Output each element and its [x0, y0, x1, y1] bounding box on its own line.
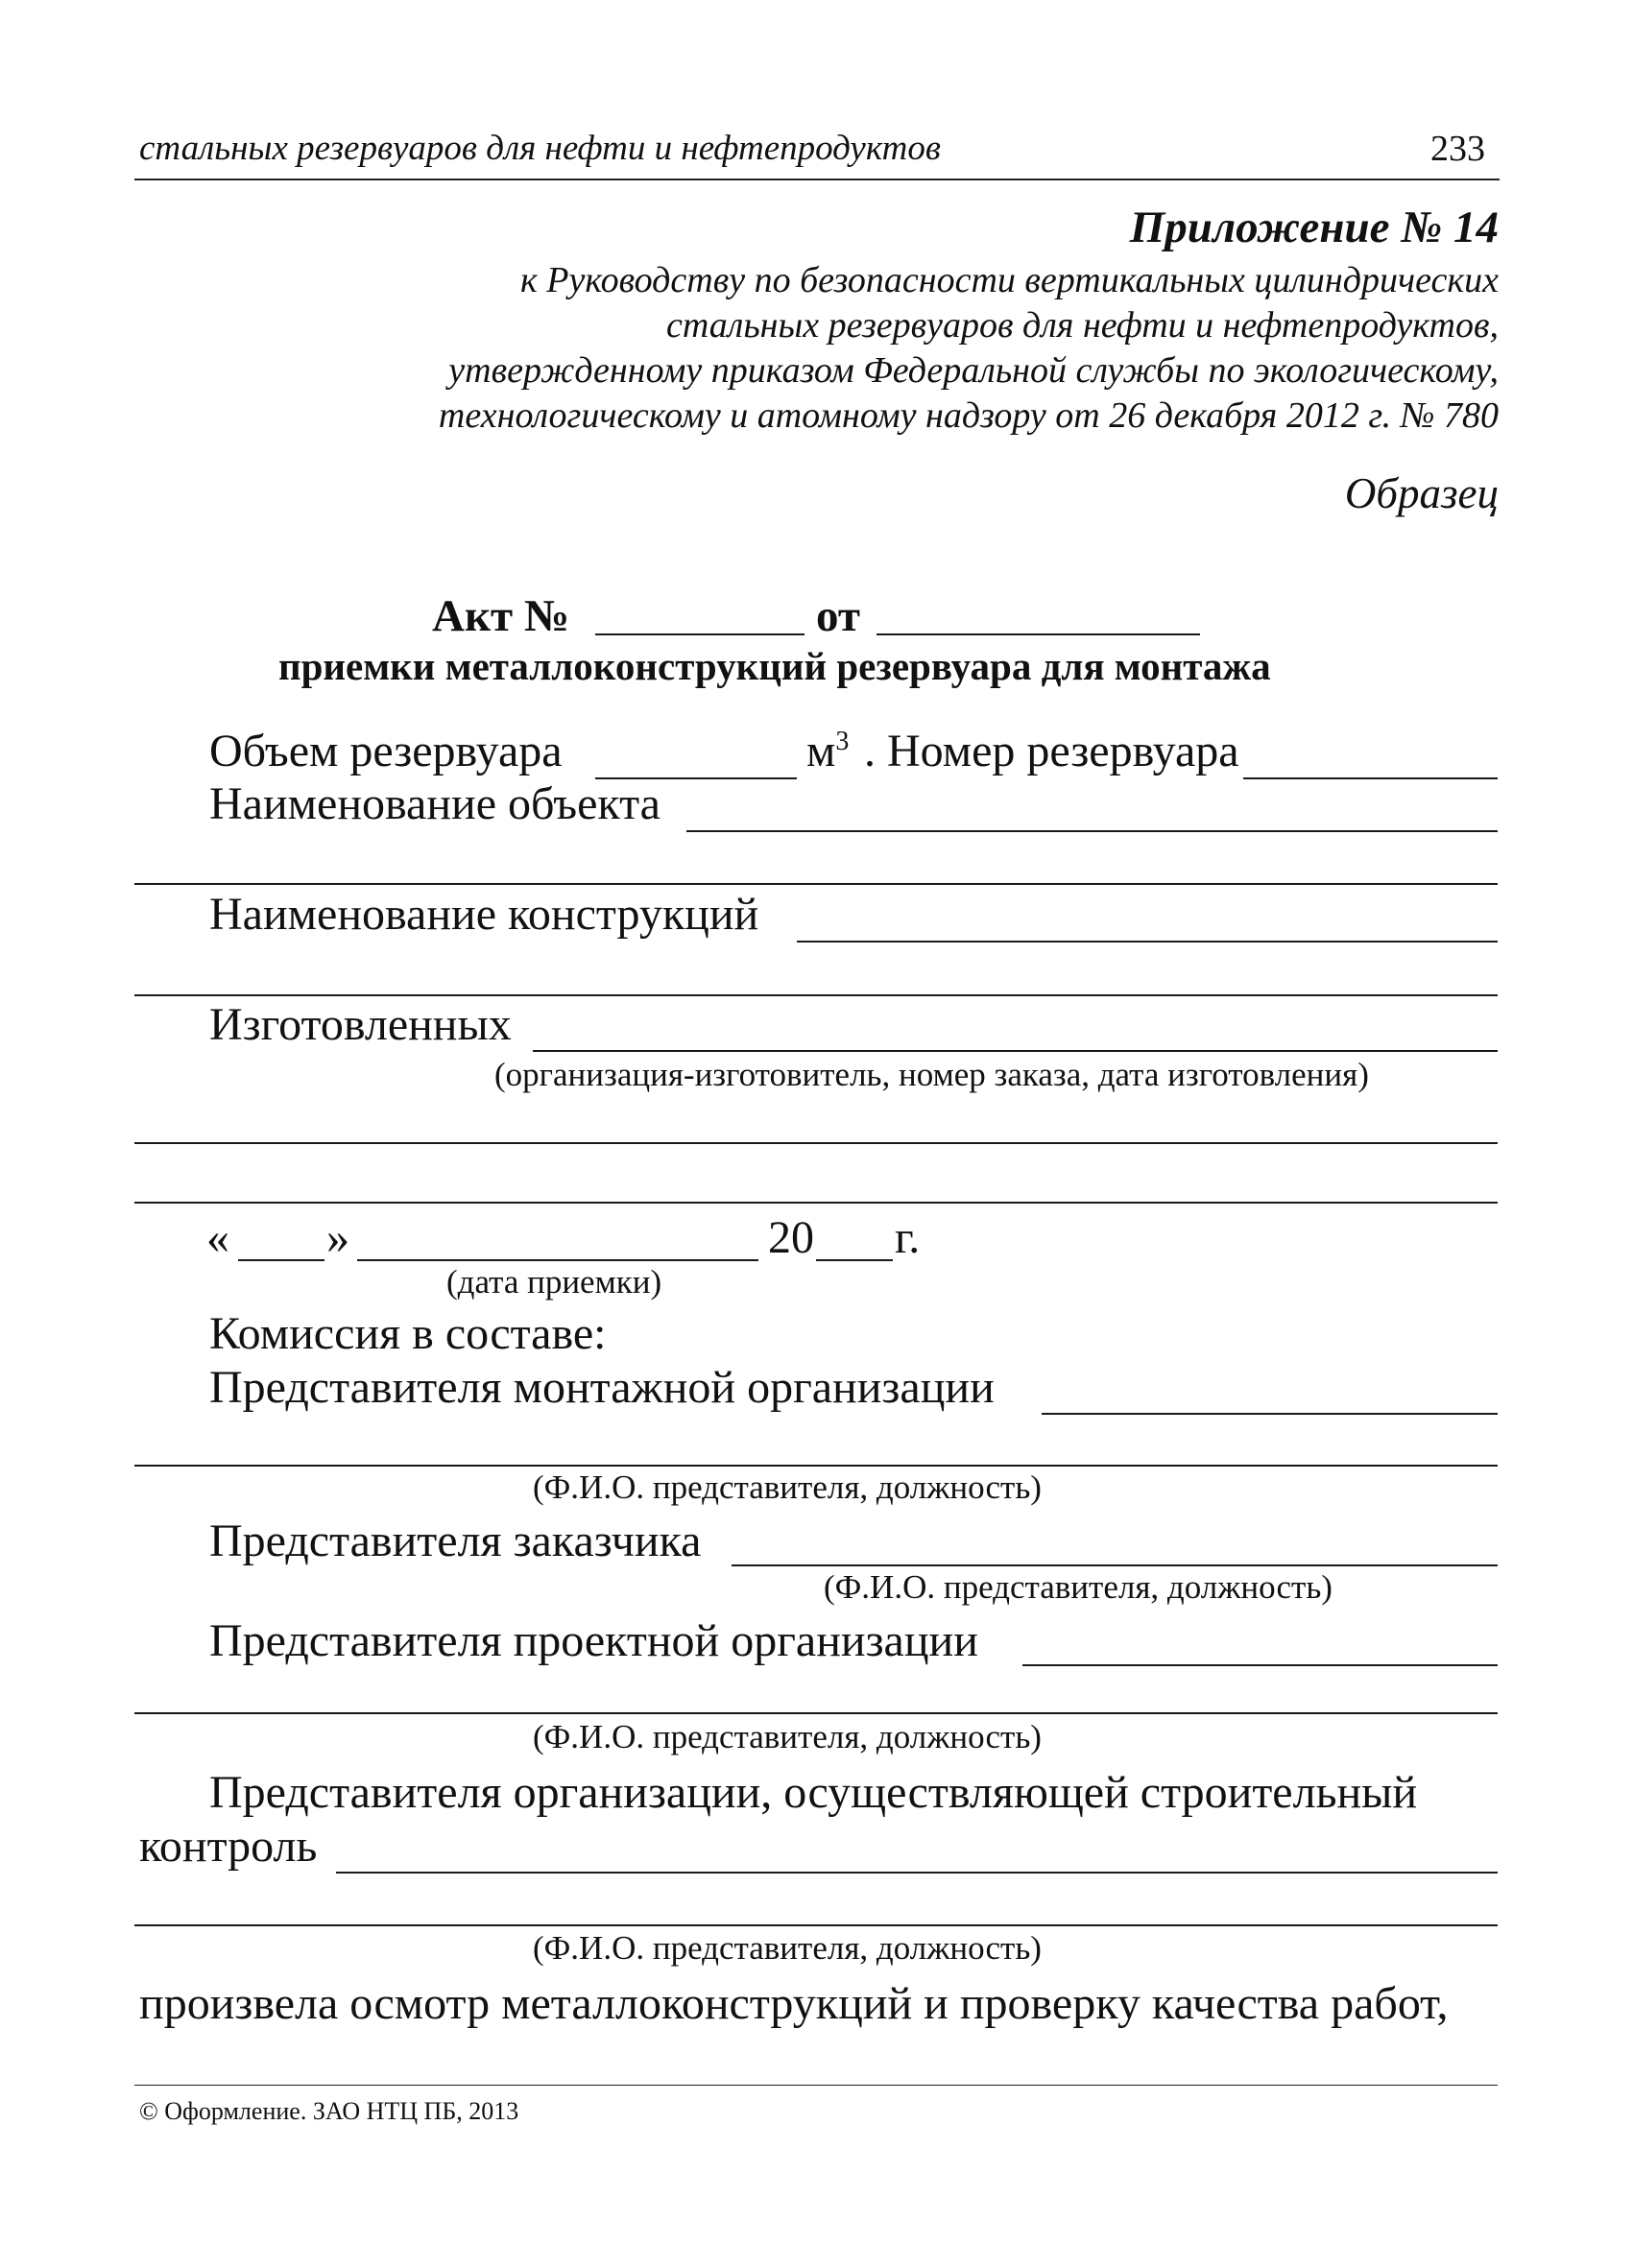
- appendix-title: Приложение № 14: [1129, 203, 1499, 252]
- act-from-label: от: [816, 591, 860, 641]
- tank-number-field[interactable]: [1243, 777, 1498, 779]
- date-month-field[interactable]: [357, 1259, 758, 1261]
- running-header-title: стальных резервуаров для нефти и нефтепродуктов: [139, 129, 941, 168]
- supervision-field-extra[interactable]: [134, 1924, 1498, 1926]
- tank-number-label: . Номер резервуара: [864, 726, 1239, 776]
- year-prefix: 20: [768, 1212, 814, 1263]
- volume-label: Объем резервуара: [209, 726, 563, 776]
- date-caption: (дата приемки): [446, 1263, 662, 1301]
- object-name-field-extra[interactable]: [134, 883, 1498, 885]
- installer-field-extra[interactable]: [134, 1465, 1498, 1467]
- customer-field[interactable]: [732, 1564, 1498, 1566]
- date-open-quote: «: [206, 1212, 229, 1263]
- structures-name-field-extra[interactable]: [134, 994, 1498, 996]
- commission-heading: Комиссия в составе:: [209, 1308, 607, 1359]
- installer-caption: (Ф.И.О. представителя, должность): [533, 1468, 1042, 1506]
- manufactured-field[interactable]: [533, 1050, 1498, 1052]
- structures-name-field[interactable]: [797, 941, 1498, 943]
- customer-caption: (Ф.И.О. представителя, должность): [824, 1568, 1333, 1606]
- footer-copyright: © Оформление. ЗАО НТЦ ПБ, 2013: [139, 2097, 519, 2125]
- design-field[interactable]: [1022, 1664, 1498, 1666]
- header-rule: [134, 179, 1500, 180]
- manufactured-field-extra[interactable]: [134, 1142, 1498, 1144]
- act-subtitle: приемки металлоконструкций резервуара для монтажа: [278, 644, 1271, 688]
- appendix-line: технологическому и атомному надзору от 26 декабря 2012 г. № 780: [438, 395, 1499, 436]
- appendix-line: утвержденному приказом Федеральной службы по экологическому,: [448, 350, 1499, 391]
- manufactured-field-extra[interactable]: [134, 1202, 1498, 1204]
- supervision-caption: (Ф.И.О. представителя, должность): [533, 1929, 1042, 1967]
- date-close-quote: »: [326, 1212, 349, 1263]
- design-field-extra[interactable]: [134, 1712, 1498, 1714]
- structures-name-label: Наименование конструкций: [209, 889, 759, 940]
- year-suffix: г.: [895, 1212, 921, 1263]
- installer-label: Представителя монтажной организации: [209, 1362, 995, 1413]
- date-day-field[interactable]: [238, 1259, 324, 1261]
- date-year-field[interactable]: [816, 1259, 893, 1261]
- footer-rule: [134, 2085, 1498, 2086]
- installer-field[interactable]: [1042, 1413, 1498, 1415]
- design-caption: (Ф.И.О. представителя, должность): [533, 1718, 1042, 1755]
- manufactured-caption: (организация-изготовитель, номер заказа, дата изготовления): [494, 1056, 1369, 1093]
- sample-label: Образец: [1344, 469, 1499, 517]
- appendix-line: стальных резервуаров для нефти и нефтепродуктов,: [665, 305, 1499, 346]
- page-number: 233: [1430, 129, 1485, 169]
- closing-text: произвела осмотр металлоконструкций и проверку качества работ,: [139, 1978, 1449, 2029]
- supervision-label-cont: контроль: [139, 1821, 318, 1872]
- supervision-field[interactable]: [336, 1872, 1498, 1874]
- design-label: Представителя проектной организации: [209, 1615, 978, 1666]
- volume-unit: $м^3$: [806, 726, 850, 776]
- object-name-field[interactable]: [686, 830, 1498, 832]
- manufactured-label: Изготовленных: [209, 999, 512, 1050]
- act-number-label: Акт №: [432, 591, 570, 641]
- act-date-field[interactable]: [877, 633, 1200, 635]
- object-name-label: Наименование объекта: [209, 778, 660, 829]
- act-number-field[interactable]: [595, 633, 804, 635]
- customer-label: Представителя заказчика: [209, 1516, 702, 1566]
- appendix-line: к Руководству по безопасности вертикальных цилиндрических: [520, 260, 1499, 300]
- supervision-label: Представителя организации, осуществляющей строительный: [209, 1767, 1418, 1818]
